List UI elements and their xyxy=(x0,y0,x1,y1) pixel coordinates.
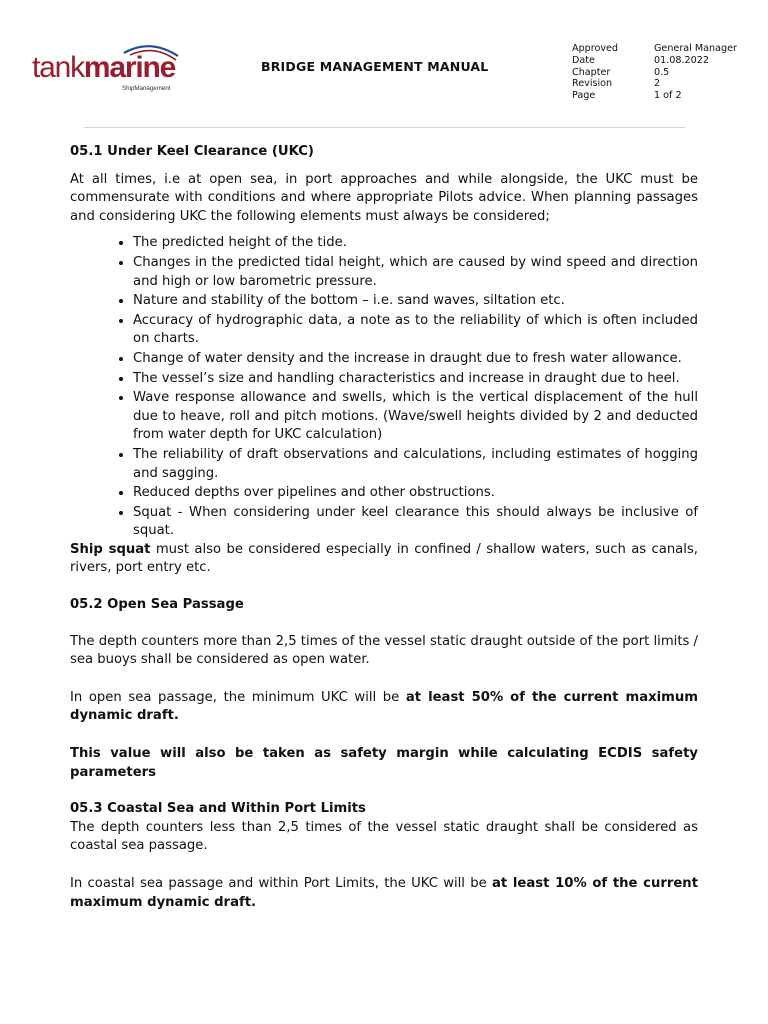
meta-value: 0.5 xyxy=(654,66,670,78)
meta-key: Date xyxy=(572,54,595,66)
coastal-p2-text: In coastal sea passage and within Port Limits, the UKC will be xyxy=(70,876,493,891)
list-item: • The vessel’s size and handling characteristics and increase in draught due to heel. xyxy=(133,369,698,389)
ship-squat-text: must also be considered especially in confined / shallow waters, such as canals, rivers, port entry etc. xyxy=(70,541,698,576)
list-item: • Reduced depths over pipelines and other obstructions. xyxy=(133,483,698,503)
open-sea-paragraph-1: The depth counters more than 2,5 times of the vessel static draught outside of the port limits / sea buoys shall be considered as open water. xyxy=(70,633,699,668)
coastal-paragraph-1: The depth counters less than 2,5 times of the vessel static draught shall be considered as coastal sea passage. xyxy=(70,819,698,854)
company-logo xyxy=(32,40,182,98)
meta-key: Chapter xyxy=(572,66,611,78)
coastal-p2-emphasis: at least 10% of the current maximum dynamic draft. xyxy=(70,876,698,910)
document-body xyxy=(70,143,698,912)
section-heading-ukc: 05.1 Under Keel Clearance (UKC) xyxy=(70,144,314,159)
meta-key: Revision xyxy=(572,78,613,90)
meta-key: Page xyxy=(572,90,596,102)
coastal-paragraph-2 xyxy=(70,875,698,912)
list-item: • Wave response allowance and swells, which is the vertical displacement of the hull due to heave, roll and pitch motions. (Wave/swell heights divided by 2 and deducted from water depth for UKC calculation) xyxy=(133,388,698,445)
logo-tagline: ShipManagement xyxy=(122,85,171,92)
list-item: • Accuracy of hydrographic data, a note as to the reliability of which is often included on charts. xyxy=(133,311,698,349)
manual-title: BRIDGE MANAGEMENT MANUAL xyxy=(261,59,489,74)
list-item: • Squat - When considering under keel clearance this should always be inclusive of squat. xyxy=(133,503,698,541)
meta-value: 2 xyxy=(654,78,661,90)
section-heading-coastal: 05.3 Coastal Sea and Within Port Limits xyxy=(70,801,366,817)
meta-row-page xyxy=(572,90,737,102)
meta-value: 1 of 2 xyxy=(654,90,682,102)
list-item: • Change of water density and the increase in draught due to fresh water allowance. xyxy=(133,349,698,369)
open-sea-paragraph-2 xyxy=(70,689,698,726)
section-heading-open-sea: 05.2 Open Sea Passage xyxy=(70,597,244,613)
document-meta xyxy=(572,43,737,102)
ship-squat-term: Ship squat xyxy=(70,541,151,557)
open-sea-paragraph-3 xyxy=(70,745,698,782)
open-sea-p2-emphasis: at least 50% of the current maximum dynamic draft. xyxy=(70,689,698,724)
meta-value: General Manager xyxy=(654,43,737,54)
header-divider xyxy=(84,127,685,128)
open-sea-p2-text: In open sea passage, the minimum UKC will be xyxy=(70,689,406,705)
list-item: • The reliability of draft observations and calculations, including estimates of hogging and sagging. xyxy=(133,445,698,483)
meta-row-approved xyxy=(572,43,737,55)
meta-key: Approved xyxy=(572,43,619,54)
list-item: • Changes in the predicted tidal height, which are caused by wind speed and direction and high or low barometric pressure. xyxy=(133,253,698,291)
ukc-intro-paragraph: At all times, i.e at open sea, in port approaches and while alongside, the UKC must be commensurate with conditions and where appropriate Pilots advice. When planning passages and considering UKC the following elements must always be considered; xyxy=(70,171,698,224)
logo-text: tankmarine xyxy=(32,51,176,84)
meta-row-chapter xyxy=(572,67,737,79)
open-sea-p3-emphasis: This value will also be taken as safety margin while calculating ECDIS safety parameters xyxy=(70,746,698,780)
ship-squat-paragraph xyxy=(70,541,698,578)
company-logo-graphic xyxy=(32,40,182,98)
meta-row-date xyxy=(572,55,737,67)
ukc-considerations-list xyxy=(70,233,698,541)
meta-row-revision xyxy=(572,78,737,90)
list-item: • The predicted height of the tide. xyxy=(133,233,698,253)
meta-value: 01.08.2022 xyxy=(654,54,709,66)
list-item: • Nature and stability of the bottom – i.e. sand waves, siltation etc. xyxy=(133,291,698,311)
document-header xyxy=(0,0,768,130)
